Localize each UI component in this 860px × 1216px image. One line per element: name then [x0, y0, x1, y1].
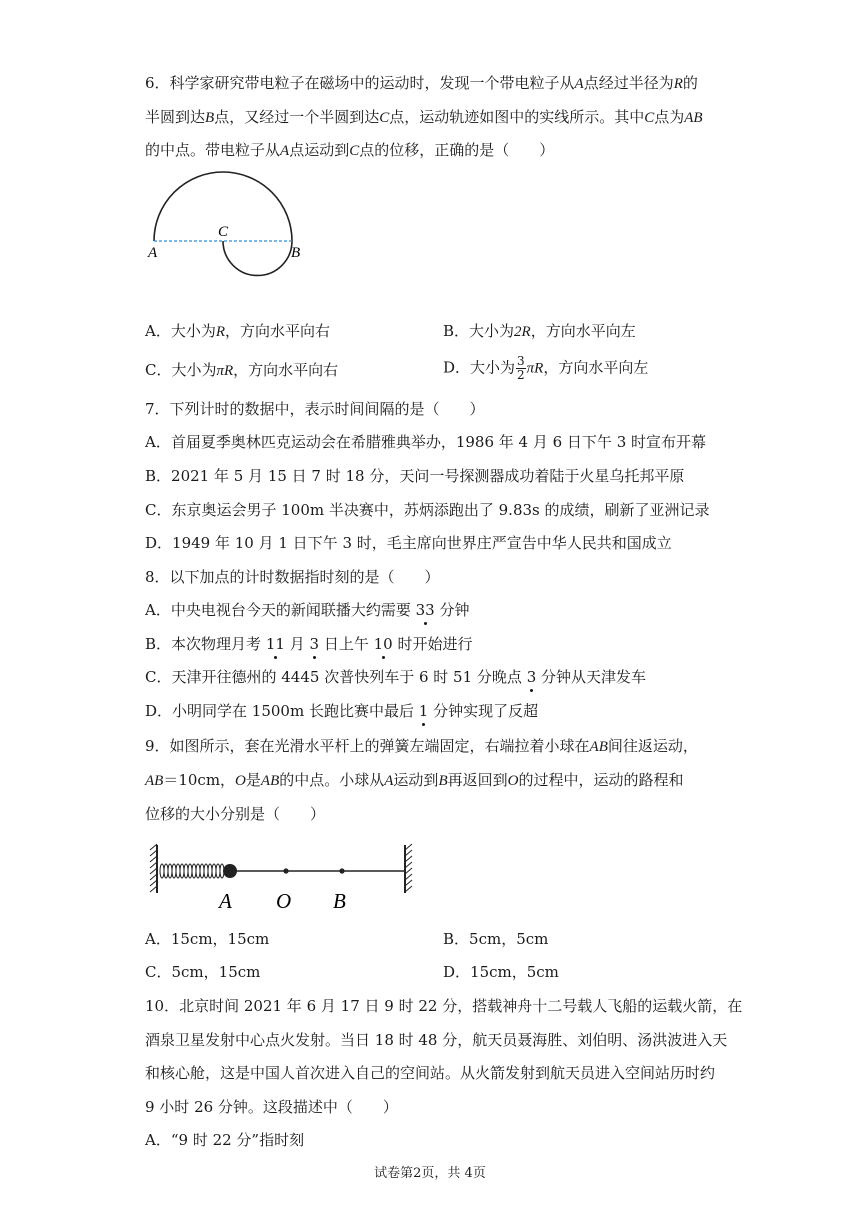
spring-coil — [160, 864, 224, 878]
q6-option-d[interactable]: D．大小为 $\frac{3}{2}$ πR，方向水平向左 — [443, 354, 649, 382]
q7-option-d[interactable]: D．1949 年 10 月 1 日下午 3 时，毛主席向世界庄严宣告中华人民共和国成立 — [145, 534, 672, 552]
q10-stem-line1: 10．北京时间 2021 年 6 月 17 日 9 时 22 分，搭载神舟十二号载人飞船的运载火箭，在 — [145, 997, 743, 1015]
q7-option-b[interactable]: B．2021 年 5 月 15 日 7 时 18 分，天问一号探测器成功着陆于火星乌托邦平原 — [145, 467, 685, 485]
q8-option-b[interactable]: B．本次物理月考 11 月 3 日上午 10 时开始进行 — [145, 635, 473, 653]
q10-stem-line2: 酒泉卫星发射中心点火发射。当日 18 时 48 分，航天员聂海胜、刘伯明、汤洪波进入天 — [145, 1031, 728, 1049]
q6-stem-line2: 半圆到达B点，又经过一个半圆到达C点，运动轨迹如图中的实线所示。其中C点为AB — [145, 108, 703, 126]
q7-stem: 7．下列计时的数据中，表示时间间隔的是（ ） — [145, 400, 485, 418]
label-b: B — [333, 889, 346, 913]
fraction-three-halves: $\frac{3}{2}$ — [517, 354, 525, 382]
q8-option-a[interactable]: A．中央电视台今天的新闻联播大约需要 33 分钟 — [145, 601, 470, 619]
label-o: O — [276, 889, 292, 913]
label-b: B — [291, 245, 301, 261]
q8-option-d[interactable]: D．小明同学在 1500m 长跑比赛中最后 1 分钟实现了反超 — [145, 702, 539, 720]
q9-option-c[interactable]: C．5cm，15cm — [145, 963, 261, 981]
q10-stem-line4: 9 小时 26 分钟。这段描述中（ ） — [145, 1098, 398, 1116]
q9-stem-line1: 9．如图所示，套在光滑水平杆上的弹簧左端固定，右端拉着小球在AB间往返运动， — [145, 737, 698, 755]
q7-option-c[interactable]: C．东京奥运会男子 100m 半决赛中，苏炳添跑出了 9.83s 的成绩，刷新了亚洲记录 — [145, 501, 710, 519]
q6-option-a[interactable]: A．大小为R，方向水平向右 — [145, 322, 331, 340]
page-footer: 试卷第2页，共 4页 — [374, 1166, 486, 1181]
q8-stem: 8．以下加点的计时数据指时刻的是（ ） — [145, 568, 440, 586]
q8-option-c[interactable]: C．天津开往德州的 4445 次普快列车于 6 时 51 分晚点 3 分钟从天津发车 — [145, 668, 647, 686]
label-a: A — [219, 889, 232, 913]
q6-option-c[interactable]: C．大小为πR，方向水平向右 — [145, 361, 339, 379]
q10-stem-line3: 和核心舱，这是中国人首次进入自己的空间站。从火箭发射到航天员进入空间站历时约 — [145, 1064, 716, 1082]
point-b — [339, 868, 344, 873]
label-a: A — [148, 245, 158, 261]
right-wall-hatch — [405, 844, 412, 892]
q6-option-b[interactable]: B．大小为2R，方向水平向左 — [443, 322, 636, 340]
left-wall-hatch — [150, 844, 157, 892]
q9-option-d[interactable]: D．15cm，5cm — [443, 963, 559, 981]
point-o — [283, 868, 288, 873]
q7-option-a[interactable]: A．首届夏季奥林匹克运动会在希腊雅典举办，1986 年 4 月 6 日下午 3 时宣布开幕 — [145, 433, 707, 451]
q10-option-a[interactable]: A．“9 时 22 分”指时刻 — [145, 1131, 305, 1149]
q9-stem-line2: AB＝10cm，O是AB的中点。小球从A运动到B再返回到O的过程中，运动的路程和 — [145, 771, 684, 789]
ball — [223, 864, 237, 878]
label-c: C — [218, 224, 229, 240]
small-semicircle-arc — [223, 241, 292, 275]
q9-stem-line3: 位移的大小分别是（ ） — [145, 805, 326, 823]
q9-spring-figure — [148, 840, 423, 915]
q9-option-a[interactable]: A．15cm，15cm — [145, 930, 270, 948]
q6-stem-line3: 的中点。带电粒子从A点运动到C点的位移，正确的是（ ） — [145, 141, 555, 159]
q6-stem-line1: 6．科学家研究带电粒子在磁场中的运动时，发现一个带电粒子从A点经过半径为R的 — [145, 74, 698, 92]
q6-trajectory-figure — [140, 170, 320, 280]
q9-option-b[interactable]: B．5cm，5cm — [443, 930, 549, 948]
